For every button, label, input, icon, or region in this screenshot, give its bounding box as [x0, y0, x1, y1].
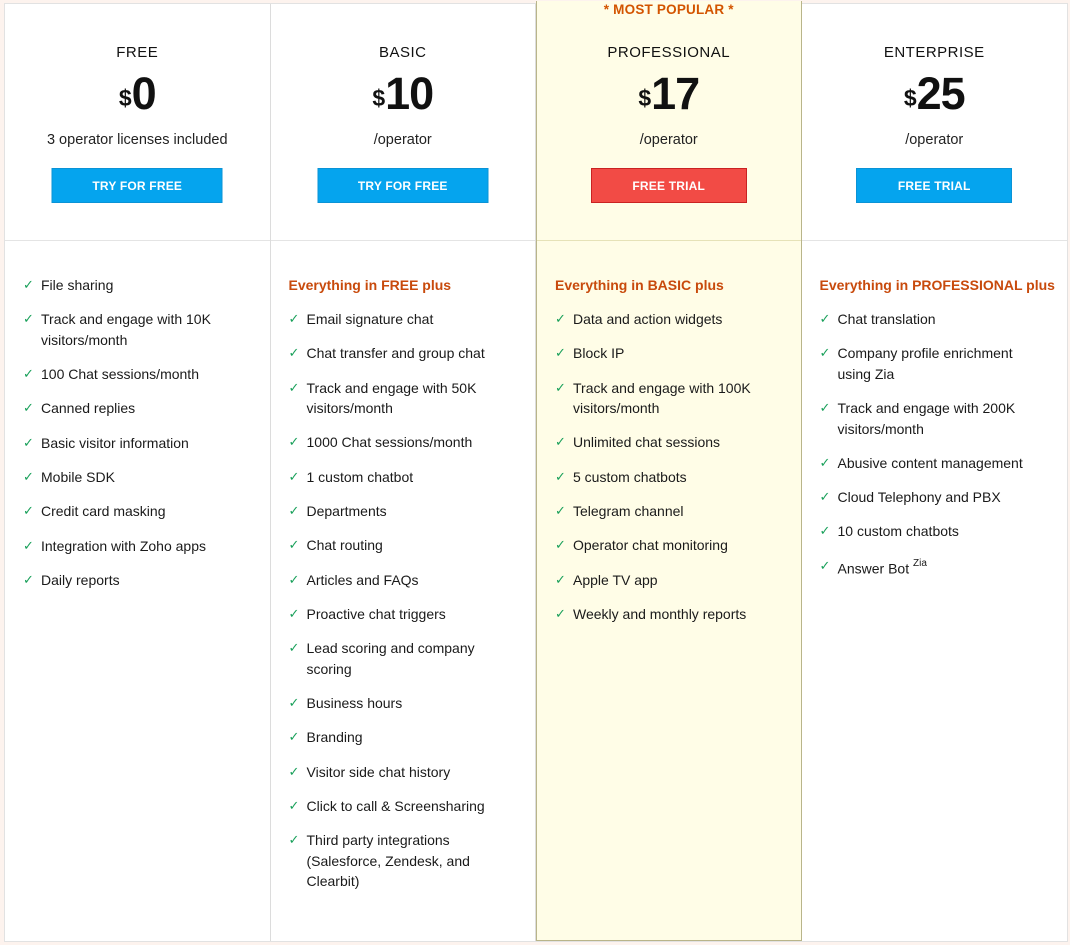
- plan-subtitle: 3 operator licenses included: [46, 132, 228, 148]
- feature-item: ✓ Proactive chat triggers: [289, 604, 536, 625]
- plan-price: [5, 68, 270, 120]
- feature-item: ✓ Track and engage with 200K visitors/month: [820, 398, 1068, 439]
- feature-item: ✓ Cloud Telephony and PBX: [820, 487, 1068, 508]
- pricing-table: [4, 3, 1068, 942]
- feature-item: ✓ Departments: [289, 501, 536, 522]
- feature-item: ✓ File sharing: [23, 275, 270, 296]
- plan-price: [802, 68, 1068, 120]
- check-icon: ✓: [23, 537, 34, 553]
- feature-item: ✓ 1000 Chat sessions/month: [289, 432, 536, 453]
- check-icon: ✓: [555, 434, 566, 450]
- try-for-free-button[interactable]: TRY FOR FREE: [52, 168, 223, 203]
- plan-name: PROFESSIONAL: [607, 44, 731, 61]
- check-icon: ✓: [555, 502, 566, 518]
- feature-item: ✓ 100 Chat sessions/month: [23, 364, 270, 385]
- plan-enterprise: [802, 4, 1068, 941]
- plan-free: [5, 4, 271, 941]
- feature-item: ✓ Apple TV app: [555, 570, 801, 591]
- feature-list: [5, 241, 270, 590]
- feature-item: ✓ 1 custom chatbot: [289, 467, 536, 488]
- plan-header: [271, 4, 536, 241]
- check-icon: ✓: [288, 797, 300, 813]
- feature-item: ✓ Track and engage with 100K visitors/month: [555, 378, 801, 419]
- check-icon: ✓: [819, 489, 831, 505]
- feature-item: ✓ Integration with Zoho apps: [23, 536, 270, 557]
- check-icon: ✓: [819, 400, 831, 416]
- feature-item: ✓ Data and action widgets: [555, 309, 801, 330]
- check-icon: ✓: [555, 311, 566, 326]
- feature-item: ✓ Chat routing: [289, 535, 536, 556]
- plan-name: BASIC: [378, 44, 427, 61]
- check-icon: ✓: [819, 523, 831, 539]
- check-icon: ✓: [819, 311, 831, 326]
- check-icon: ✓: [288, 311, 300, 326]
- feature-item: ✓ Canned replies: [23, 398, 270, 419]
- feature-item: ✓ Weekly and monthly reports: [555, 604, 801, 625]
- feature-item: ✓ Track and engage with 10K visitors/month: [23, 309, 270, 350]
- currency-symbol: $: [118, 85, 131, 111]
- feature-list: [271, 241, 536, 892]
- check-icon: ✓: [288, 832, 300, 848]
- check-icon: ✓: [555, 605, 566, 621]
- feature-item: ✓ Business hours: [289, 693, 536, 714]
- feature-item: ✓ 10 custom chatbots: [820, 521, 1068, 542]
- plan-name: FREE: [116, 44, 159, 61]
- check-icon: ✓: [819, 557, 831, 573]
- feature-item: ✓ Abusive content management: [820, 453, 1068, 474]
- plan-header: [537, 1, 801, 241]
- check-icon: ✓: [288, 502, 300, 518]
- feature-item: ✓ Chat transfer and group chat: [289, 343, 536, 364]
- feature-item: ✓ Email signature chat: [289, 309, 536, 330]
- feature-item: ✓ Click to call & Screensharing: [289, 796, 536, 817]
- check-icon: ✓: [288, 729, 300, 745]
- currency-symbol: $: [638, 85, 651, 111]
- check-icon: ✓: [555, 345, 566, 361]
- check-icon: ✓: [555, 537, 566, 553]
- feature-item: ✓ Articles and FAQs: [289, 570, 536, 591]
- feature-item: ✓ Operator chat monitoring: [555, 535, 801, 556]
- feature-item: ✓ Track and engage with 50K visitors/month: [289, 378, 536, 419]
- price-amount: 0: [131, 68, 156, 119]
- feature-item: ✓ Lead scoring and company scoring: [289, 638, 536, 679]
- feature-item: ✓ 5 custom chatbots: [555, 467, 801, 488]
- check-icon: ✓: [288, 694, 300, 710]
- check-icon: ✓: [288, 640, 300, 656]
- check-icon: ✓: [288, 345, 300, 361]
- check-icon: ✓: [288, 434, 300, 450]
- plan-intro: Everything in PROFESSIONAL plus: [819, 277, 1055, 293]
- currency-symbol: $: [903, 85, 916, 111]
- check-icon: ✓: [819, 345, 831, 361]
- plan-header: [5, 4, 270, 241]
- check-icon: ✓: [23, 400, 34, 416]
- check-icon: ✓: [288, 605, 300, 621]
- feature-item: ✓ Mobile SDK: [23, 467, 270, 488]
- zia-superscript: Zia: [912, 557, 927, 569]
- feature-item: ✓ Block IP: [555, 343, 801, 364]
- feature-list: [537, 241, 801, 624]
- most-popular-badge: * MOST POPULAR *: [603, 2, 734, 17]
- feature-item: ✓ Daily reports: [23, 570, 270, 591]
- plan-name: ENTERPRISE: [883, 44, 985, 61]
- feature-item: ✓ Answer Bot $^{Zia}$: [820, 556, 1068, 579]
- check-icon: ✓: [288, 763, 300, 779]
- price-amount: 17: [651, 68, 700, 119]
- feature-item: ✓ Credit card masking: [23, 501, 270, 522]
- plan-basic: [271, 4, 537, 941]
- free-trial-button[interactable]: FREE TRIAL: [856, 168, 1012, 203]
- check-icon: ✓: [23, 277, 34, 292]
- check-icon: ✓: [288, 468, 300, 484]
- check-icon: ✓: [23, 503, 34, 519]
- plan-price: [537, 68, 801, 120]
- check-icon: ✓: [288, 571, 300, 587]
- check-icon: ✓: [23, 366, 34, 382]
- plan-professional: [536, 1, 802, 941]
- feature-item: ✓ Company profile enrichment using Zia: [820, 343, 1068, 384]
- feature-item: ✓ Chat translation: [820, 309, 1068, 330]
- check-icon: ✓: [23, 468, 34, 484]
- plan-price: [271, 68, 536, 120]
- price-amount: 10: [385, 68, 434, 119]
- check-icon: ✓: [23, 311, 34, 327]
- currency-symbol: $: [372, 85, 385, 111]
- feature-item: ✓ Telegram channel: [555, 501, 801, 522]
- check-icon: ✓: [288, 379, 300, 395]
- check-icon: ✓: [555, 379, 566, 395]
- plan-subtitle: /operator: [373, 132, 432, 148]
- feature-item: ✓ Branding: [289, 727, 536, 748]
- check-icon: ✓: [555, 468, 566, 484]
- price-amount: 25: [916, 68, 965, 119]
- check-icon: ✓: [23, 434, 34, 450]
- check-icon: ✓: [23, 571, 34, 587]
- try-for-free-button[interactable]: TRY FOR FREE: [317, 168, 488, 203]
- plan-subtitle: /operator: [905, 132, 964, 148]
- plan-header: [802, 4, 1068, 241]
- plan-subtitle: /operator: [639, 132, 698, 148]
- feature-item: ✓ Visitor side chat history: [289, 762, 536, 783]
- feature-list: [802, 241, 1068, 579]
- check-icon: ✓: [819, 454, 831, 470]
- plan-intro: Everything in FREE plus: [288, 277, 452, 293]
- check-icon: ✓: [288, 537, 300, 553]
- feature-item: ✓ Third party integrations (Salesforce, Zendesk, and Clearbit): [289, 830, 536, 892]
- feature-item: ✓ Unlimited chat sessions: [555, 432, 801, 453]
- plan-intro: Everything in BASIC plus: [555, 277, 724, 293]
- check-icon: ✓: [555, 571, 566, 587]
- free-trial-button[interactable]: FREE TRIAL: [591, 168, 747, 203]
- feature-item: ✓ Basic visitor information: [23, 433, 270, 454]
